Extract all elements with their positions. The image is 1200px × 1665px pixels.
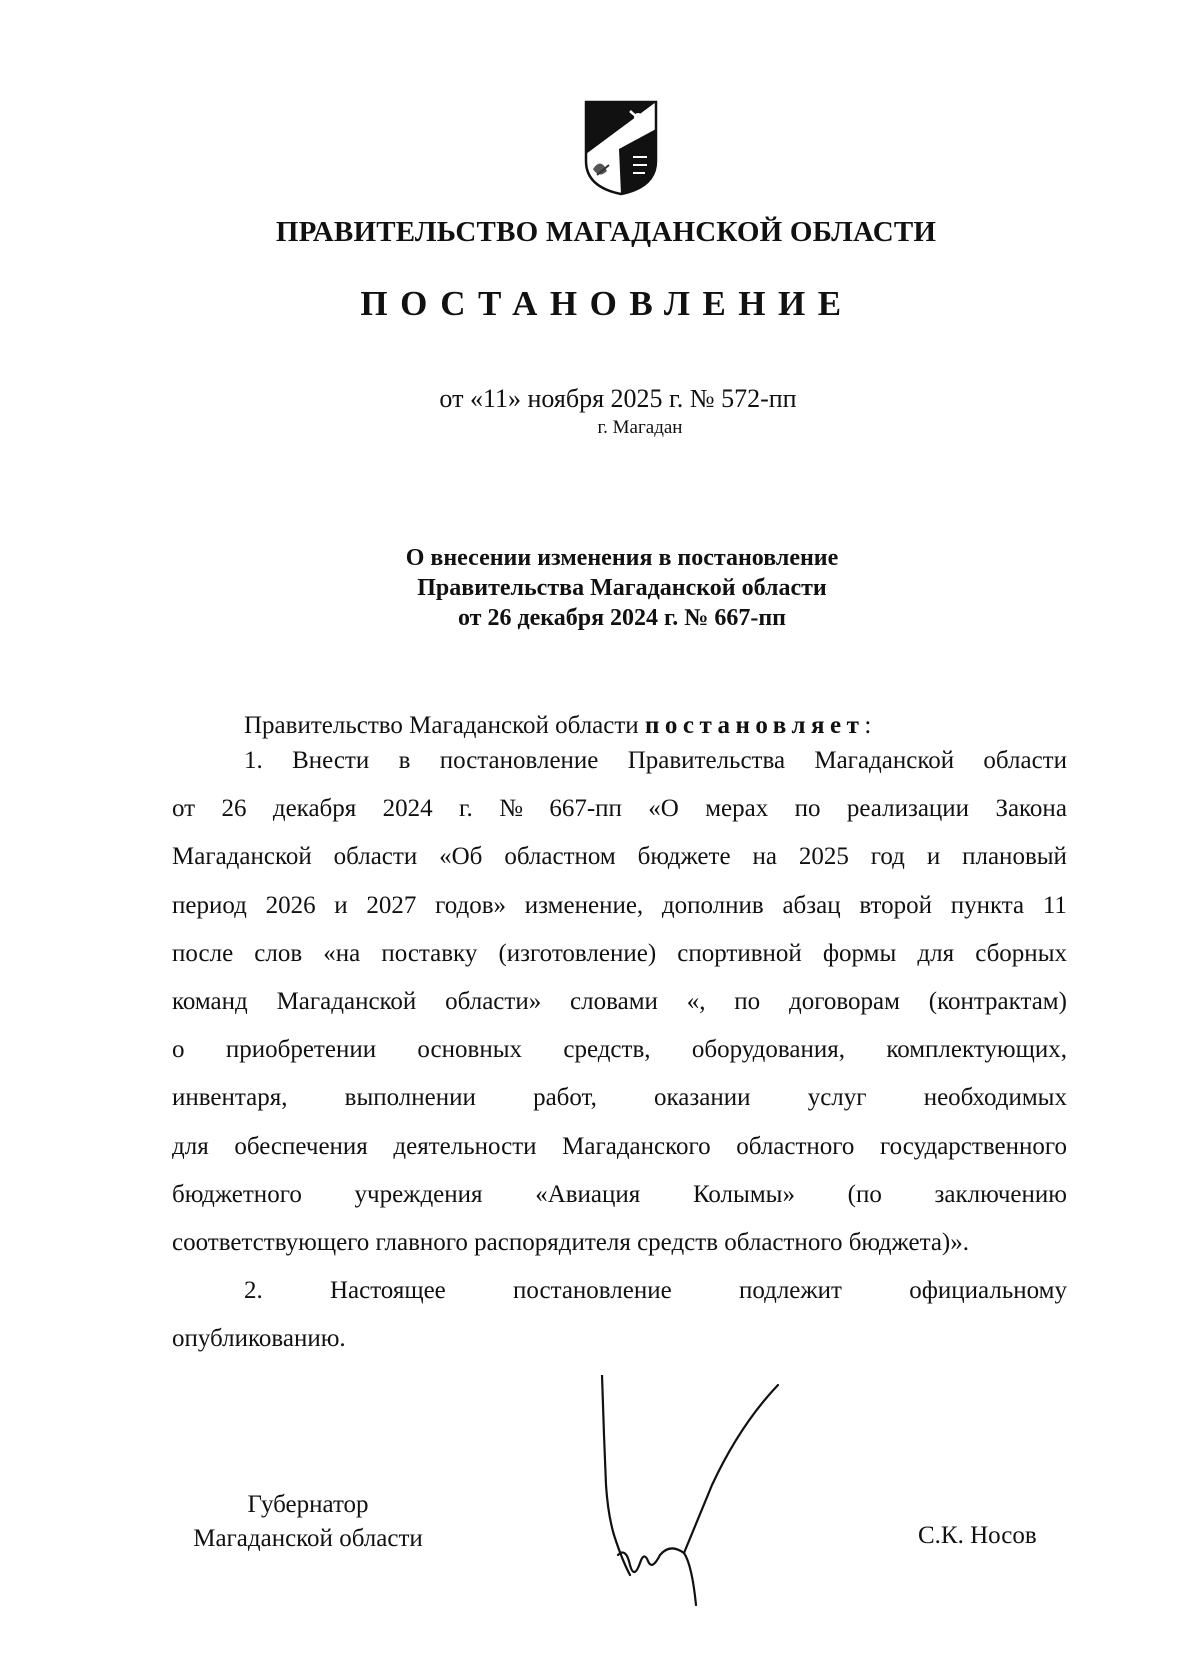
preamble-decree-word: постановляет xyxy=(644,712,865,739)
preamble-colon: : xyxy=(864,712,872,739)
body-line: опубликованию. xyxy=(172,1325,346,1353)
document-subject xyxy=(0,543,1200,633)
preamble xyxy=(244,712,871,740)
document-date-number: от «11» ноября 2025 г. № 572-пп xyxy=(439,384,797,413)
body-line: 1. Внести в постановление Правительства Магаданской области xyxy=(244,747,1067,774)
body-line: 2. Настоящее постановление подлежит официальному xyxy=(244,1277,1067,1305)
government-title: ПРАВИТЕЛЬСТВО МАГАДАНСКОЙ ОБЛАСТИ xyxy=(275,216,937,248)
body-line: о приобретении основных средств, оборудования, комплектующих, xyxy=(172,1036,1067,1064)
body-line: инвентаря, выполнении работ, оказании услуг необходимых xyxy=(172,1084,1067,1112)
subject-line: О внесении изменения в постановление xyxy=(405,545,839,571)
signatory-name: С.К. Носов xyxy=(918,1522,1037,1549)
body-line: после слов «на поставку (изготовление) спортивной формы для сборных xyxy=(172,939,1067,967)
body-line: Магаданской области «Об областном бюджете на 2025 год и плановый xyxy=(172,843,1067,871)
signatory-position-line: Губернатор xyxy=(247,1491,369,1518)
subject-line: от 26 декабря 2024 г. № 667-пп xyxy=(457,605,787,631)
body-line: от 26 декабря 2024 г. № 667-пп «О мерах по реализации Закона xyxy=(172,795,1067,823)
body-line: команд Магаданской области» словами «, по договорам (контрактам) xyxy=(172,988,1067,1015)
document-city: г. Магадан xyxy=(597,417,683,438)
body-line: для обеспечения деятельности Магаданского областного государственного xyxy=(172,1132,1067,1160)
signatory-position-line: Магаданской области xyxy=(193,1525,423,1552)
handwritten-signature xyxy=(600,1375,830,1615)
body-line: соответствующего главного распорядителя средств областного бюджета)». xyxy=(172,1229,969,1256)
body-line: период 2026 и 2027 годов» изменение, дополнив абзац второй пункта 11 xyxy=(172,891,1067,919)
coat-of-arms-icon xyxy=(583,99,659,196)
preamble-text: Правительство Магаданской области xyxy=(244,712,645,739)
body-line: бюджетного учреждения «Авиация Колымы» (по заключению xyxy=(172,1180,1067,1208)
document-type: ПОСТАНОВЛЕНИЕ xyxy=(360,284,854,323)
signatory-position xyxy=(168,1488,448,1556)
subject-line: Правительства Магаданской области xyxy=(417,575,827,601)
